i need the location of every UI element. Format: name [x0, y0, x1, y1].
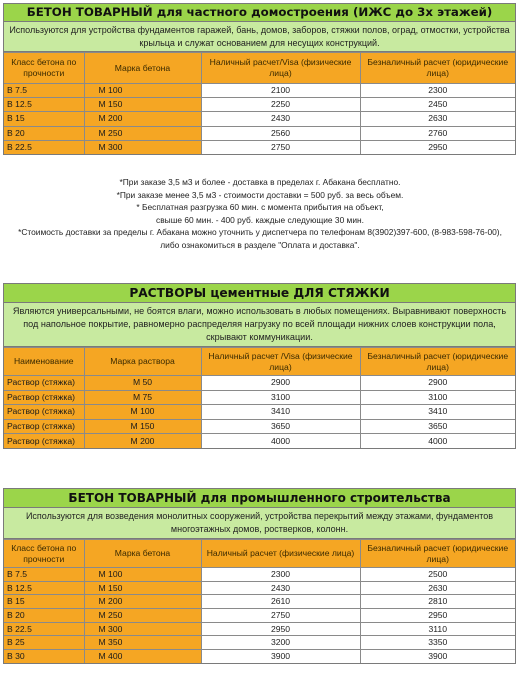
column-header: Наличный расчет /Visa (физические лица): [201, 348, 360, 376]
table-row: [4, 434, 515, 449]
table-cell: 3650: [360, 419, 515, 434]
table-row: [4, 376, 515, 391]
table-row: [4, 609, 515, 623]
table-cell: М 250: [84, 609, 201, 623]
table-cell: М 150: [84, 419, 201, 434]
table-cell: 2300: [201, 568, 360, 582]
table-cell: В 7.5: [4, 568, 84, 582]
table-cell: В 25: [4, 636, 84, 650]
table-cell: 2630: [360, 112, 515, 126]
table-cell: М 100: [84, 84, 201, 98]
table-row: [4, 405, 515, 420]
table-row: [4, 595, 515, 609]
column-header: Наименование: [4, 348, 84, 376]
table-cell: Раствор (стяжка): [4, 434, 84, 449]
table-cell: М 300: [84, 140, 201, 154]
column-header: Класс бетона по прочности: [4, 53, 84, 84]
column-header: Безналичный расчет (юридические лица): [360, 53, 515, 84]
column-header: Марка раствора: [84, 348, 201, 376]
table-cell: В 30: [4, 650, 84, 664]
table-cell: 3110: [360, 622, 515, 636]
table-cell: 2450: [360, 98, 515, 112]
table-cell: 2760: [360, 126, 515, 140]
table-cell: 2900: [201, 376, 360, 391]
note-line: свыше 60 мин. - 400 руб. каждые следующие 30 мин.: [156, 214, 364, 225]
table-row: [4, 98, 515, 112]
table-row: [4, 568, 515, 582]
table-cell: В 12.5: [4, 581, 84, 595]
section-description: Являются универсальными, не боятся влаги, можно использовать в любых помещениях. Выравнивают поверхность под напольное покрытие, равномерно распределяя нагрузку по всей площади нижних слоев конструкции пола, скрывают коммуникации.: [4, 303, 515, 347]
table-cell: 2100: [201, 84, 360, 98]
table-cell: В 20: [4, 609, 84, 623]
section-title: БЕТОН ТОВАРНЫЙ для промышленного строительства: [4, 489, 515, 508]
table-cell: 2610: [201, 595, 360, 609]
table-cell: В 20: [4, 126, 84, 140]
table-cell: В 7.5: [4, 84, 84, 98]
table-cell: М 100: [84, 568, 201, 582]
table-cell: Раствор (стяжка): [4, 390, 84, 405]
table-cell: 3410: [360, 405, 515, 420]
price-block-private-concrete: [3, 3, 516, 155]
table-row: [4, 636, 515, 650]
column-header: Безналичный расчет (юридические лица): [360, 540, 515, 568]
table-cell: В 15: [4, 112, 84, 126]
table-row: [4, 622, 515, 636]
table-cell: М 50: [84, 376, 201, 391]
table-cell: М 100: [84, 405, 201, 420]
table-cell: 4000: [201, 434, 360, 449]
table-cell: 3100: [201, 390, 360, 405]
note-line: * Бесплатная разгрузка 60 мин. с момента прибытия на объект,: [136, 202, 384, 213]
table-row: [4, 126, 515, 140]
table-cell: 2300: [360, 84, 515, 98]
table-cell: М 250: [84, 126, 201, 140]
table-row: [4, 84, 515, 98]
table-cell: 3100: [360, 390, 515, 405]
table-cell: 2560: [201, 126, 360, 140]
table-cell: М 200: [84, 112, 201, 126]
table-cell: В 15: [4, 595, 84, 609]
table-cell: 3900: [201, 650, 360, 664]
column-header: Класс бетона по прочности: [4, 540, 84, 568]
table-cell: М 75: [84, 390, 201, 405]
price-table: [4, 347, 515, 448]
note-line: *При заказе менее 3,5 м3 - стоимости доставки = 500 руб. за весь объем.: [116, 189, 404, 200]
note-line: *Стоимость доставки за пределы г. Абакана можно уточнить у диспетчера по телефонам 8(3902)397-600, (8-983-598-76-00), либо ознакомиться в разделе "Оплата и доставка".: [18, 227, 502, 250]
column-header: Наличный расчет (физические лица): [201, 540, 360, 568]
table-cell: 4000: [360, 434, 515, 449]
table-cell: 2500: [360, 568, 515, 582]
table-cell: М 400: [84, 650, 201, 664]
section-description: Используются для возведения монолитных сооружений, устройства перекрытий между этажами, фундаментов многоэтажных домов, ростверков, колонн.: [4, 508, 515, 539]
column-header: Марка бетона: [84, 540, 201, 568]
section-description: Используются для устройства фундаментов гаражей, бань, домов, заборов, стяжки полов, оград, отмостки, устройства крыльца и служат основанием для несущих конструкций.: [4, 22, 515, 52]
table-cell: М 350: [84, 636, 201, 650]
table-cell: М 200: [84, 595, 201, 609]
table-cell: В 22.5: [4, 622, 84, 636]
section-title: РАСТВОРЫ цементные ДЛЯ СТЯЖКИ: [4, 284, 515, 303]
table-row: [4, 390, 515, 405]
table-cell: 3900: [360, 650, 515, 664]
table-row: [4, 140, 515, 154]
price-block-industrial-concrete: [3, 488, 516, 664]
table-row: [4, 581, 515, 595]
table-cell: 3650: [201, 419, 360, 434]
table-cell: 2750: [201, 609, 360, 623]
table-cell: 2900: [360, 376, 515, 391]
table-cell: М 150: [84, 98, 201, 112]
table-cell: Раствор (стяжка): [4, 376, 84, 391]
table-cell: 2750: [201, 140, 360, 154]
table-cell: 2430: [201, 112, 360, 126]
table-cell: 2630: [360, 581, 515, 595]
price-block-screed-mortar: [3, 283, 516, 449]
column-header: Безналичный расчет (юридические лица): [360, 348, 515, 376]
table-cell: М 300: [84, 622, 201, 636]
table-cell: М 150: [84, 581, 201, 595]
delivery-notes: [6, 176, 514, 252]
table-cell: 2950: [360, 140, 515, 154]
table-row: [4, 112, 515, 126]
table-cell: 2950: [201, 622, 360, 636]
table-cell: 2250: [201, 98, 360, 112]
table-cell: 3410: [201, 405, 360, 420]
table-cell: В 22.5: [4, 140, 84, 154]
column-header: Марка бетона: [84, 53, 201, 84]
table-cell: М 200: [84, 434, 201, 449]
table-cell: 2810: [360, 595, 515, 609]
table-cell: 3350: [360, 636, 515, 650]
table-cell: 2950: [360, 609, 515, 623]
table-cell: Раствор (стяжка): [4, 405, 84, 420]
table-cell: 3200: [201, 636, 360, 650]
note-line: *При заказе 3,5 м3 и более - доставка в пределах г. Абакана бесплатно.: [119, 177, 401, 187]
price-table: [4, 539, 515, 663]
section-title: БЕТОН ТОВАРНЫЙ для частного домостроения (ИЖС до 3х этажей): [4, 4, 515, 22]
table-cell: 2430: [201, 581, 360, 595]
table-cell: Раствор (стяжка): [4, 419, 84, 434]
column-header: Наличный расчет/Visa (физические лица): [201, 53, 360, 84]
table-row: [4, 650, 515, 664]
table-row: [4, 419, 515, 434]
table-cell: В 12.5: [4, 98, 84, 112]
price-table: [4, 52, 515, 154]
